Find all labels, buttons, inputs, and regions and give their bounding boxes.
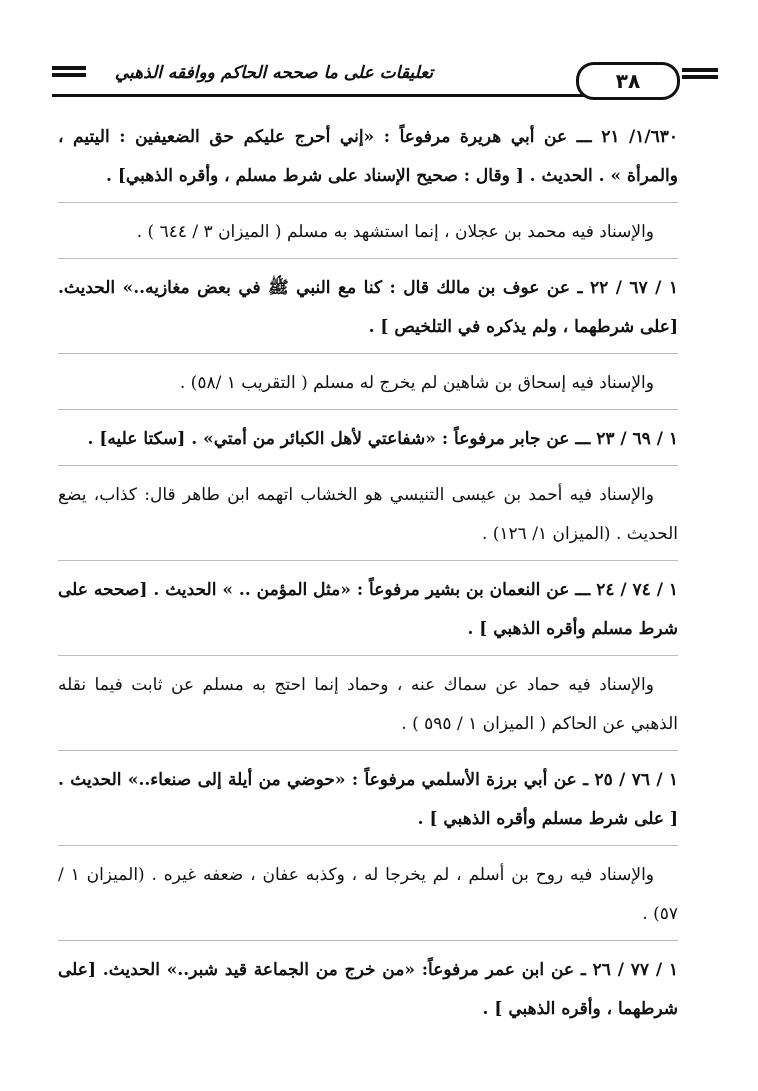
header-ornament-right bbox=[682, 68, 718, 82]
divider bbox=[58, 655, 678, 656]
isnad-comment: والإسناد فيه روح بن أسلم ، لم يخرجا له ، وكذبه عفان ، ضعفه غيره . (الميزان ١ / ٥٧) . bbox=[58, 865, 678, 924]
header-title: تعليقات على ما صححه الحاكم ووافقه الذهبي bbox=[114, 63, 434, 83]
page-number: ٣٨ bbox=[615, 69, 641, 93]
divider bbox=[58, 202, 678, 203]
divider bbox=[58, 940, 678, 941]
running-header bbox=[52, 56, 672, 98]
header-rule bbox=[52, 94, 668, 97]
isnad-comment: والإسناد فيه محمد بن عجلان ، إنما استشهد به مسلم ( الميزان ٣ / ٦٤٤ ) . bbox=[136, 222, 654, 242]
hadith-entry: ١ / ٧٦ / ٢٥ ـ عن أبي برزة الأسلمي مرفوعاً : «حوضي من أيلة إلى صنعاء..» الحديث . [ على شرط مسلم وأقره الذهبي ] . bbox=[58, 770, 679, 829]
divider bbox=[58, 465, 678, 466]
divider bbox=[58, 560, 678, 561]
hadith-entry: ١ / ٧٤ / ٢٤ ـــ عن النعمان بن بشير مرفوعاً : «مثل المؤمن .. » الحديث . [صححه على شرط مسلم وأقره الذهبي ] . bbox=[58, 580, 679, 639]
divider bbox=[58, 353, 678, 354]
isnad-comment: والإسناد فيه أحمد بن عيسى التنيسي هو الخشاب اتهمه ابن طاهر قال: كذاب، يضع الحديث . (الميزان ١/ ١٢٦) . bbox=[58, 485, 678, 544]
divider bbox=[58, 409, 678, 410]
page-number-badge bbox=[576, 62, 680, 100]
header-ornament-left bbox=[52, 66, 86, 80]
hadith-entry: ١ / ٦٧ / ٢٢ ـ عن عوف بن مالك قال : كنا مع النبي ﷺ في بعض مغازيه..» الحديث. [على شرطهما ، ولم يذكره في التلخيص ] . bbox=[58, 278, 678, 337]
divider bbox=[58, 845, 678, 846]
isnad-comment: والإسناد فيه حماد عن سماك عنه ، وحماد إنما احتج به مسلم عن ثابت فيما نقله الذهبي عن الحاكم ( الميزان ١ / ٥٩٥ ) . bbox=[58, 675, 678, 734]
isnad-comment: والإسناد فيه إسحاق بن شاهين لم يخرج له مسلم ( التقريب ١ /٥٨) . bbox=[179, 373, 654, 393]
page-body bbox=[58, 118, 678, 1029]
hadith-entry: ١ / ٧٧ / ٢٦ ـ عن ابن عمر مرفوعاً: «من خرج من الجماعة قيد شبر..» الحديث. [على شرطهما ، وأقره الذهبي ] . bbox=[58, 960, 678, 1019]
hadith-entry: ١ / ٦٩ / ٢٣ ـــ عن جابر مرفوعاً : «شفاعتي لأهل الكبائر من أمتي» . [سكتا عليه] . bbox=[87, 429, 678, 449]
hadith-entry: ١/٦٣٠/ ٢١ ـــ عن أبي هريرة مرفوعاً : «إني أحرج عليكم حق الضعيفين : اليتيم ، والمرأة » . الحديث . [ وقال : صحيح الإسناد على شرط مسلم ، وأقره الذهبي] . bbox=[58, 127, 678, 186]
divider bbox=[58, 258, 678, 259]
divider bbox=[58, 750, 678, 751]
